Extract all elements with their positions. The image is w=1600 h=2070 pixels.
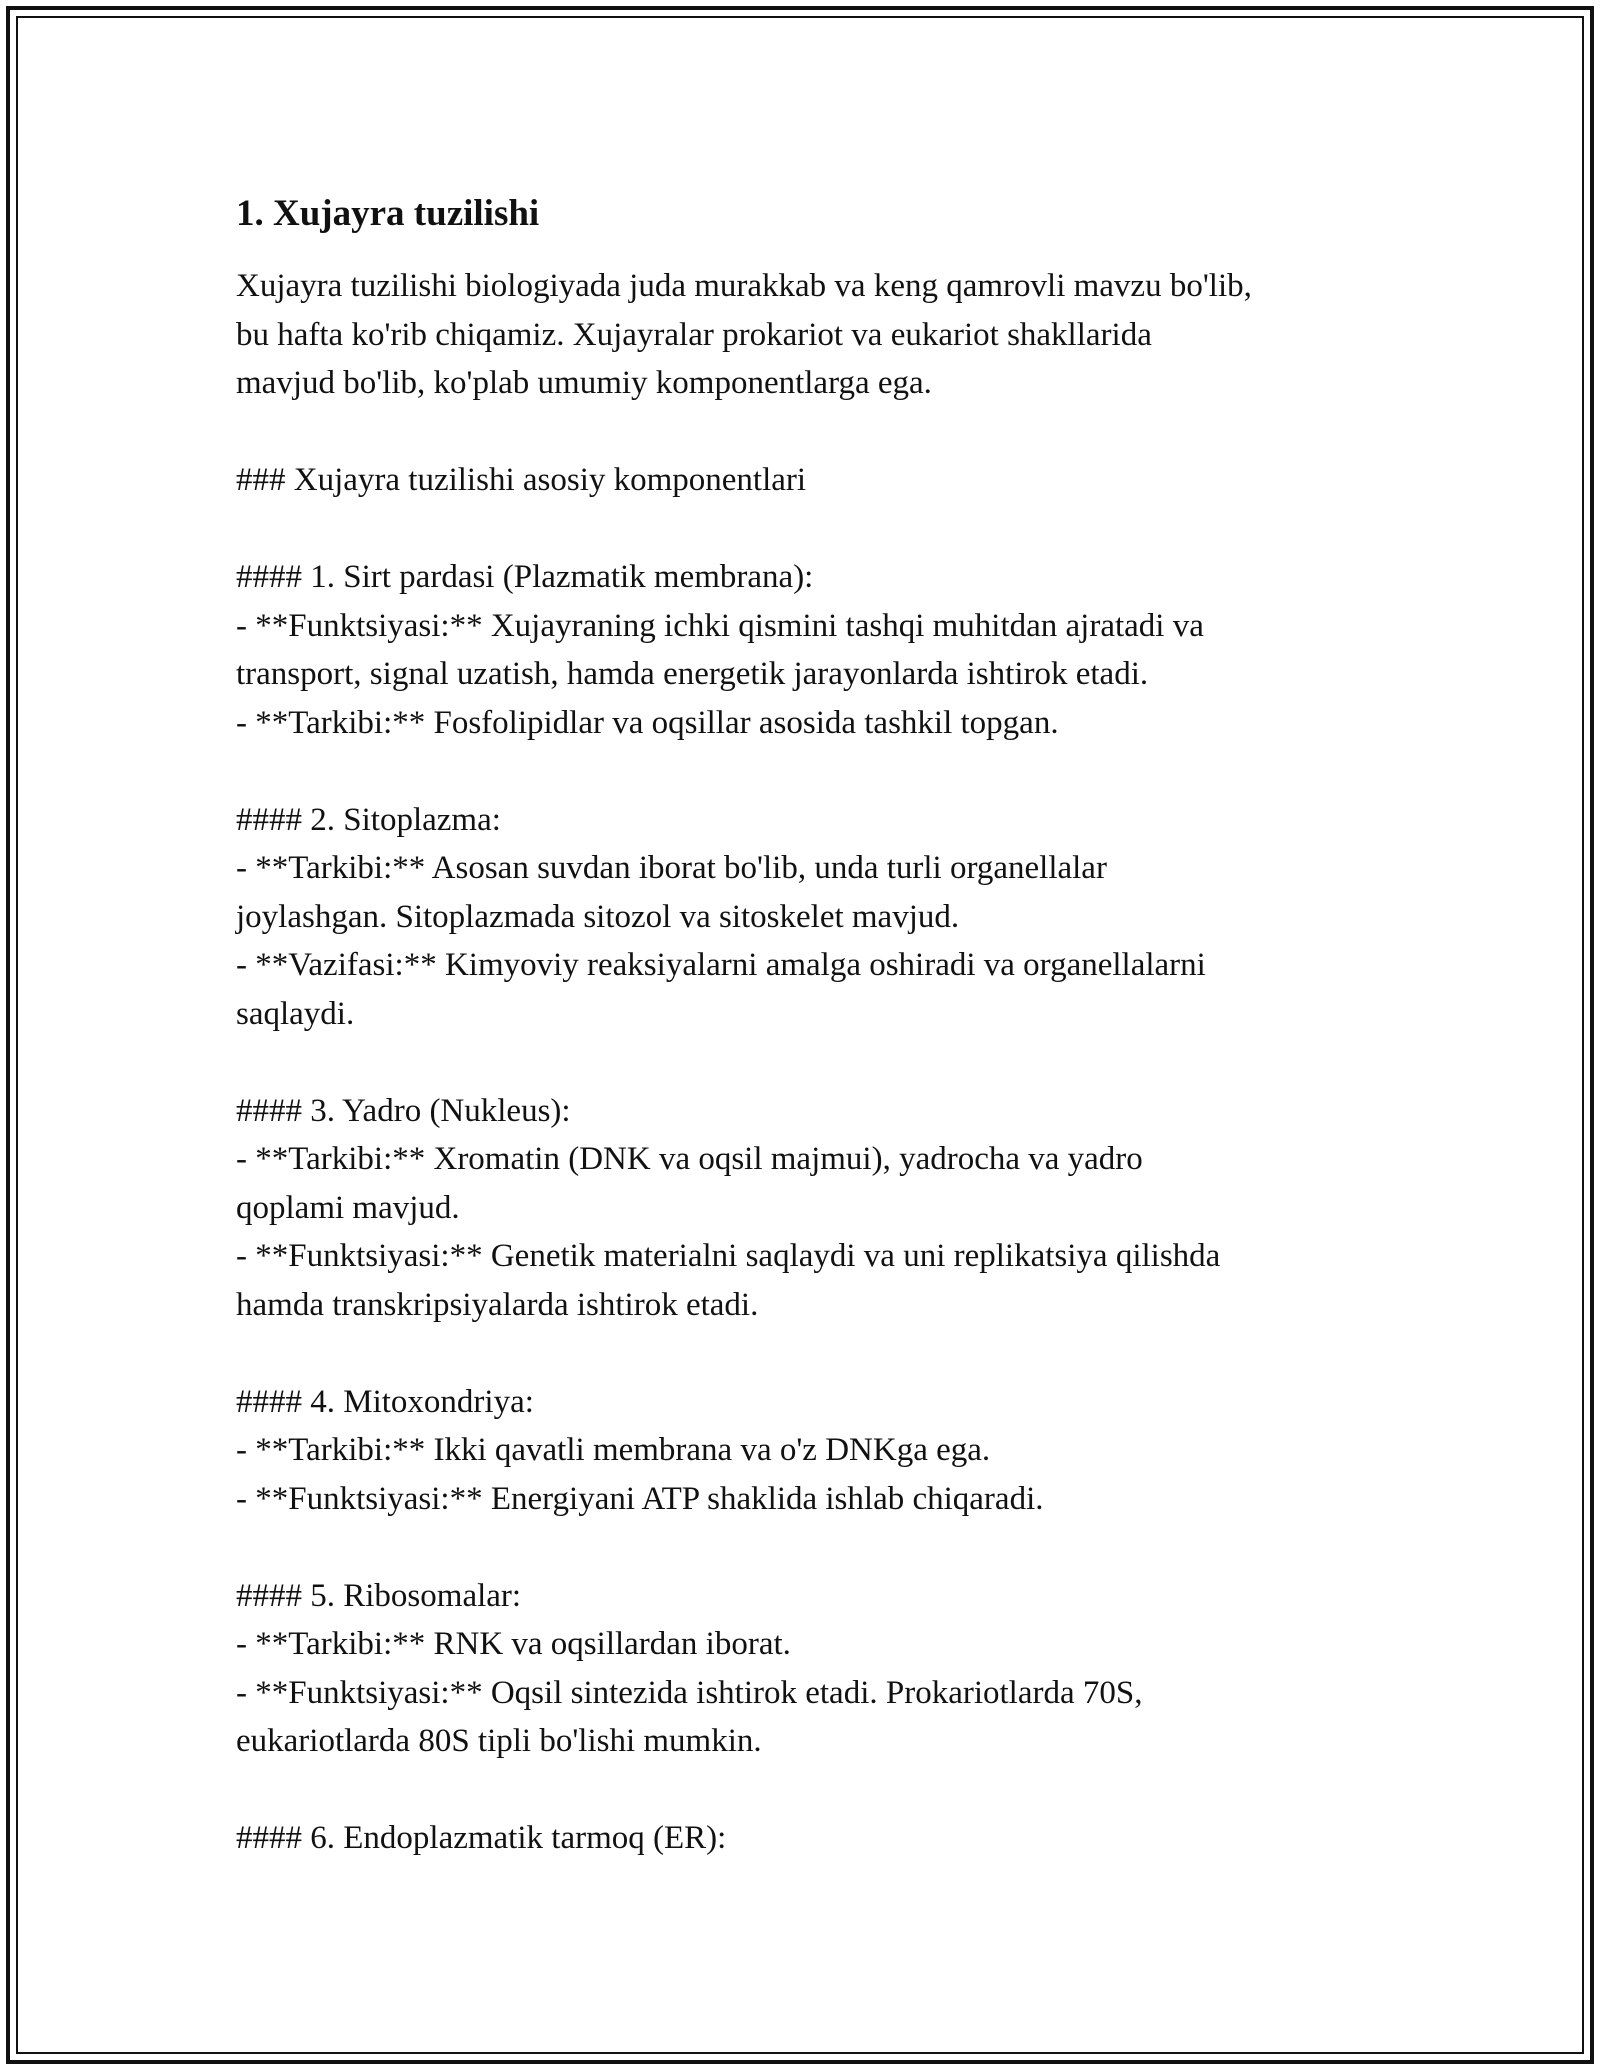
component-block-membrane xyxy=(236,553,1386,747)
component-heading: #### 1. Sirt pardasi (Plazmatik membrana): xyxy=(236,559,814,595)
component-line: - **Vazifasi:** Kimyoviy reaksiyalarni amalga oshiradi va organellalarni xyxy=(236,947,1206,983)
intro-line: mavjud bo'lib, ko'plab umumiy komponentlarga ega. xyxy=(236,365,932,401)
spacer xyxy=(236,1329,1386,1378)
component-line: - **Funktsiyasi:** Xujayraning ichki qismini tashqi muhitdan ajratadi va xyxy=(236,607,1204,644)
component-line: - **Tarkibi:** Ikki qavatli membrana va o'z DNKga ega. xyxy=(236,1432,991,1468)
intro-paragraph xyxy=(236,262,1386,408)
section-heading: ### Xujayra tuzilishi asosiy komponentlari xyxy=(236,462,807,498)
component-heading: #### 6. Endoplazmatik tarmoq (ER): xyxy=(236,1820,727,1856)
component-heading: #### 3. Yadro (Nukleus): xyxy=(236,1092,571,1129)
component-block-cytoplasm xyxy=(236,796,1386,1039)
intro-line: Xujayra tuzilishi biologiyada juda murakkab va keng qamrovli mavzu bo'lib, xyxy=(236,268,1252,304)
component-heading: #### 2. Sitoplazma: xyxy=(236,801,501,838)
spacer xyxy=(236,747,1386,796)
spacer xyxy=(236,408,1386,457)
component-line: - **Funktsiyasi:** Oqsil sintezida ishtirok etadi. Prokariotlarda 70S, xyxy=(236,1674,1143,1711)
component-block-mitochondria xyxy=(236,1378,1386,1524)
component-heading: #### 5. Ribosomalar: xyxy=(236,1577,522,1614)
component-block-nucleus xyxy=(236,1087,1386,1330)
component-line: - **Funktsiyasi:** Genetik materialni saqlaydi va uni replikatsiya qilishda xyxy=(236,1238,1221,1274)
component-line: hamda transkripsiyalarda ishtirok etadi. xyxy=(236,1286,759,1323)
component-line: saqlaydi. xyxy=(236,995,355,1032)
spacer xyxy=(236,1523,1386,1572)
component-heading: #### 4. Mitoxondriya: xyxy=(236,1383,534,1420)
component-line: eukariotlarda 80S tipli bo'lishi mumkin. xyxy=(236,1723,762,1759)
component-block-er xyxy=(236,1814,1386,1863)
spacer xyxy=(236,1766,1386,1815)
component-line: joylashgan. Sitoplazmada sitozol va sitoskelet mavjud. xyxy=(236,898,960,935)
component-line: - **Tarkibi:** Asosan suvdan iborat bo'lib, unda turli organellalar xyxy=(236,850,1107,886)
document-body xyxy=(236,190,1386,1863)
intro-line: bu hafta ko'rib chiqamiz. Xujayralar prokariot va eukariot shakllarida xyxy=(236,316,1152,353)
component-line: - **Tarkibi:** RNK va oqsillardan iborat. xyxy=(236,1626,791,1662)
component-block-ribosomes xyxy=(236,1572,1386,1766)
component-line: - **Funktsiyasi:** Energiyani ATP shaklida ishlab chiqaradi. xyxy=(236,1480,1044,1517)
component-line: - **Tarkibi:** Xromatin (DNK va oqsil majmui), yadrocha va yadro xyxy=(236,1141,1143,1177)
spacer xyxy=(236,1038,1386,1087)
component-line: - **Tarkibi:** Fosfolipidlar va oqsillar asosida tashkil topgan. xyxy=(236,704,1059,741)
component-line: transport, signal uzatish, hamda energetik jarayonlarda ishtirok etadi. xyxy=(236,656,1149,692)
spacer xyxy=(236,505,1386,554)
component-line: qoplami mavjud. xyxy=(236,1189,460,1226)
document-title: 1. Xujayra tuzilishi xyxy=(236,193,540,234)
